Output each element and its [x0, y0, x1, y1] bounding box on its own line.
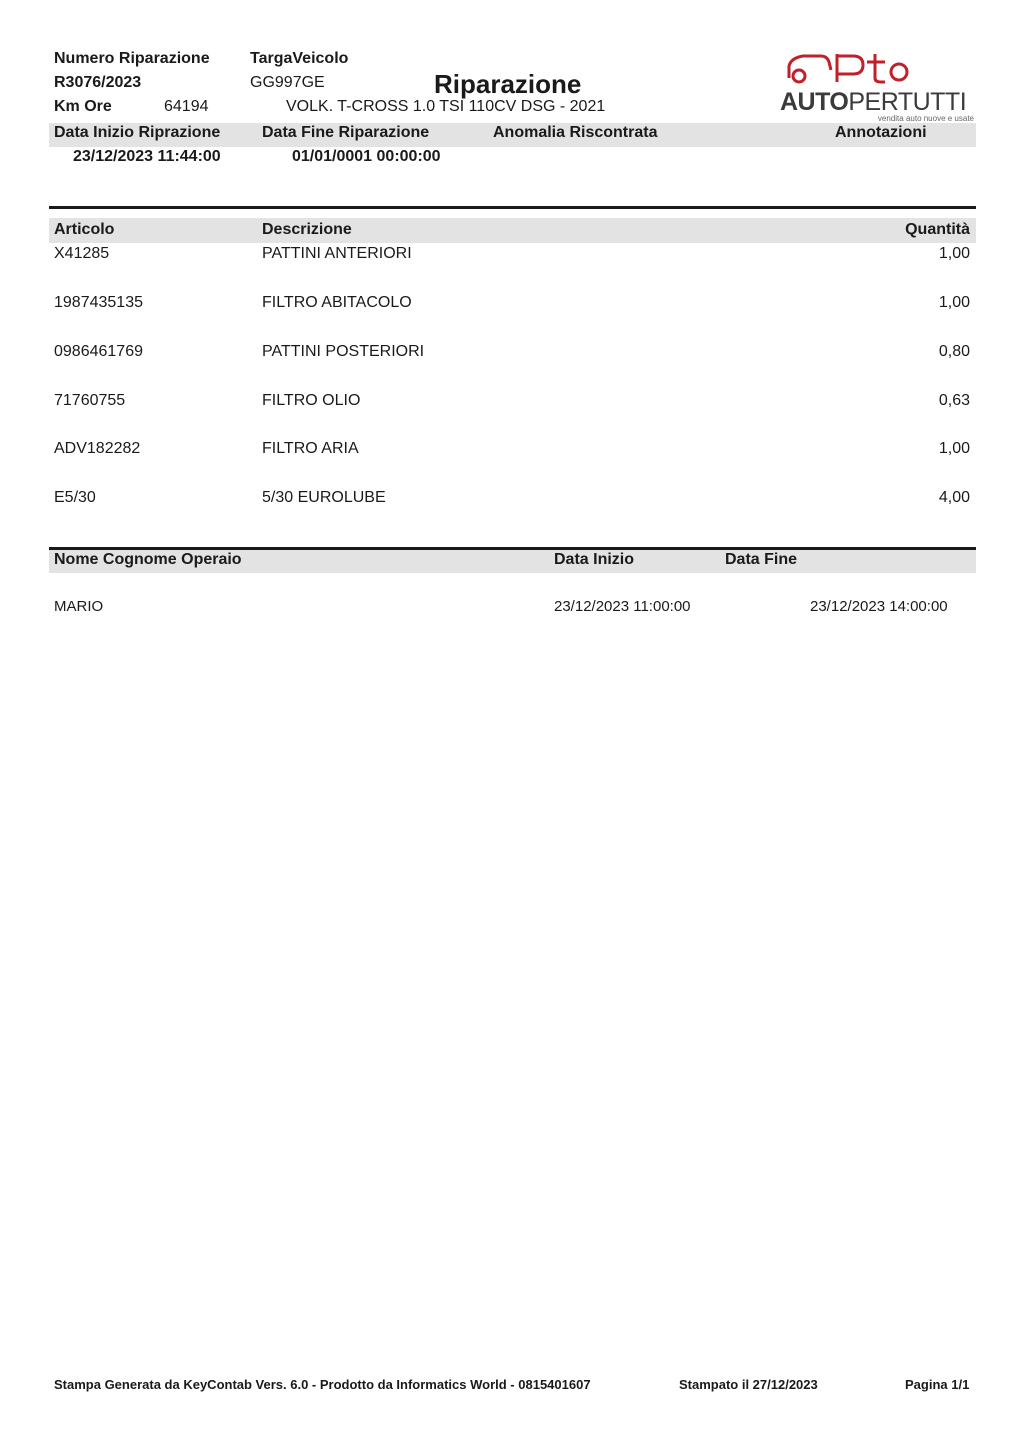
article-quantity: 0,63 — [938, 392, 970, 409]
footer-page-number: Pagina 1/1 — [905, 1377, 970, 1392]
article-quantity: 0,80 — [938, 343, 970, 360]
article-code: E5/30 — [54, 489, 96, 506]
article-header: Articolo — [54, 221, 115, 238]
article-quantity: 1,00 — [938, 440, 970, 457]
repair-number: R3076/2023 — [54, 74, 142, 91]
plate-label: TargaVeicolo — [250, 50, 349, 67]
worker-name-header: Nome Cognome Operaio — [54, 551, 242, 568]
km-value: 64194 — [164, 98, 209, 115]
article-quantity: 1,00 — [938, 294, 970, 311]
start-date-value: 23/12/2023 11:44:00 — [73, 148, 221, 165]
logo-brand-part1: AUTO — [780, 88, 849, 116]
article-code: ADV182282 — [54, 440, 141, 457]
article-code: X41285 — [54, 245, 110, 262]
article-code: 0986461769 — [54, 343, 143, 360]
article-code: 71760755 — [54, 392, 126, 409]
worker-start-header: Data Inizio — [554, 551, 635, 568]
article-description: 5/30 EUROLUBE — [262, 489, 386, 506]
worker-end-header: Data Fine — [725, 551, 798, 568]
article-description: FILTRO ABITACOLO — [262, 294, 412, 311]
article-description: PATTINI POSTERIORI — [262, 343, 425, 360]
description-header: Descrizione — [262, 221, 352, 238]
end-date-value: 01/01/0001 00:00:00 — [292, 148, 441, 165]
article-description: PATTINI ANTERIORI — [262, 245, 412, 262]
company-logo — [776, 48, 976, 124]
notes-label: Annotazioni — [835, 124, 927, 141]
divider-line — [49, 206, 976, 209]
article-description: FILTRO OLIO — [262, 392, 361, 409]
footer-generated: Stampa Generata da KeyContab Vers. 6.0 - Prodotto da Informatics World - 0815401607 — [54, 1377, 591, 1392]
worker-end: 23/12/2023 14:00:00 — [810, 598, 948, 615]
vehicle-description: VOLK. T-CROSS 1.0 TSI 110CV DSG - 2021 — [286, 98, 606, 115]
footer-printed-date: Stampato il 27/12/2023 — [679, 1377, 818, 1392]
worker-start: 23/12/2023 11:00:00 — [554, 598, 691, 615]
car-logo-icon — [781, 48, 911, 88]
items-header-band — [49, 218, 976, 243]
article-description: FILTRO ARIA — [262, 440, 359, 457]
start-date-label: Data Inizio Riprazione — [54, 124, 221, 141]
quantity-header: Quantità — [905, 221, 970, 238]
anomaly-label: Anomalia Riscontrata — [493, 124, 658, 141]
article-quantity: 4,00 — [938, 489, 970, 506]
end-date-label: Data Fine Riparazione — [262, 124, 430, 141]
page-title: Riparazione — [434, 69, 582, 99]
worker-name: MARIO — [54, 598, 104, 615]
article-quantity: 1,00 — [938, 245, 970, 262]
logo-tagline: vendita auto nuove e usate — [877, 114, 974, 123]
plate-value: GG997GE — [250, 74, 325, 91]
repair-number-label: Numero Riparazione — [54, 50, 210, 67]
logo-brand-part2: PERTUTTI — [848, 88, 967, 116]
article-code: 1987435135 — [54, 294, 143, 311]
km-label: Km Ore — [54, 98, 112, 115]
